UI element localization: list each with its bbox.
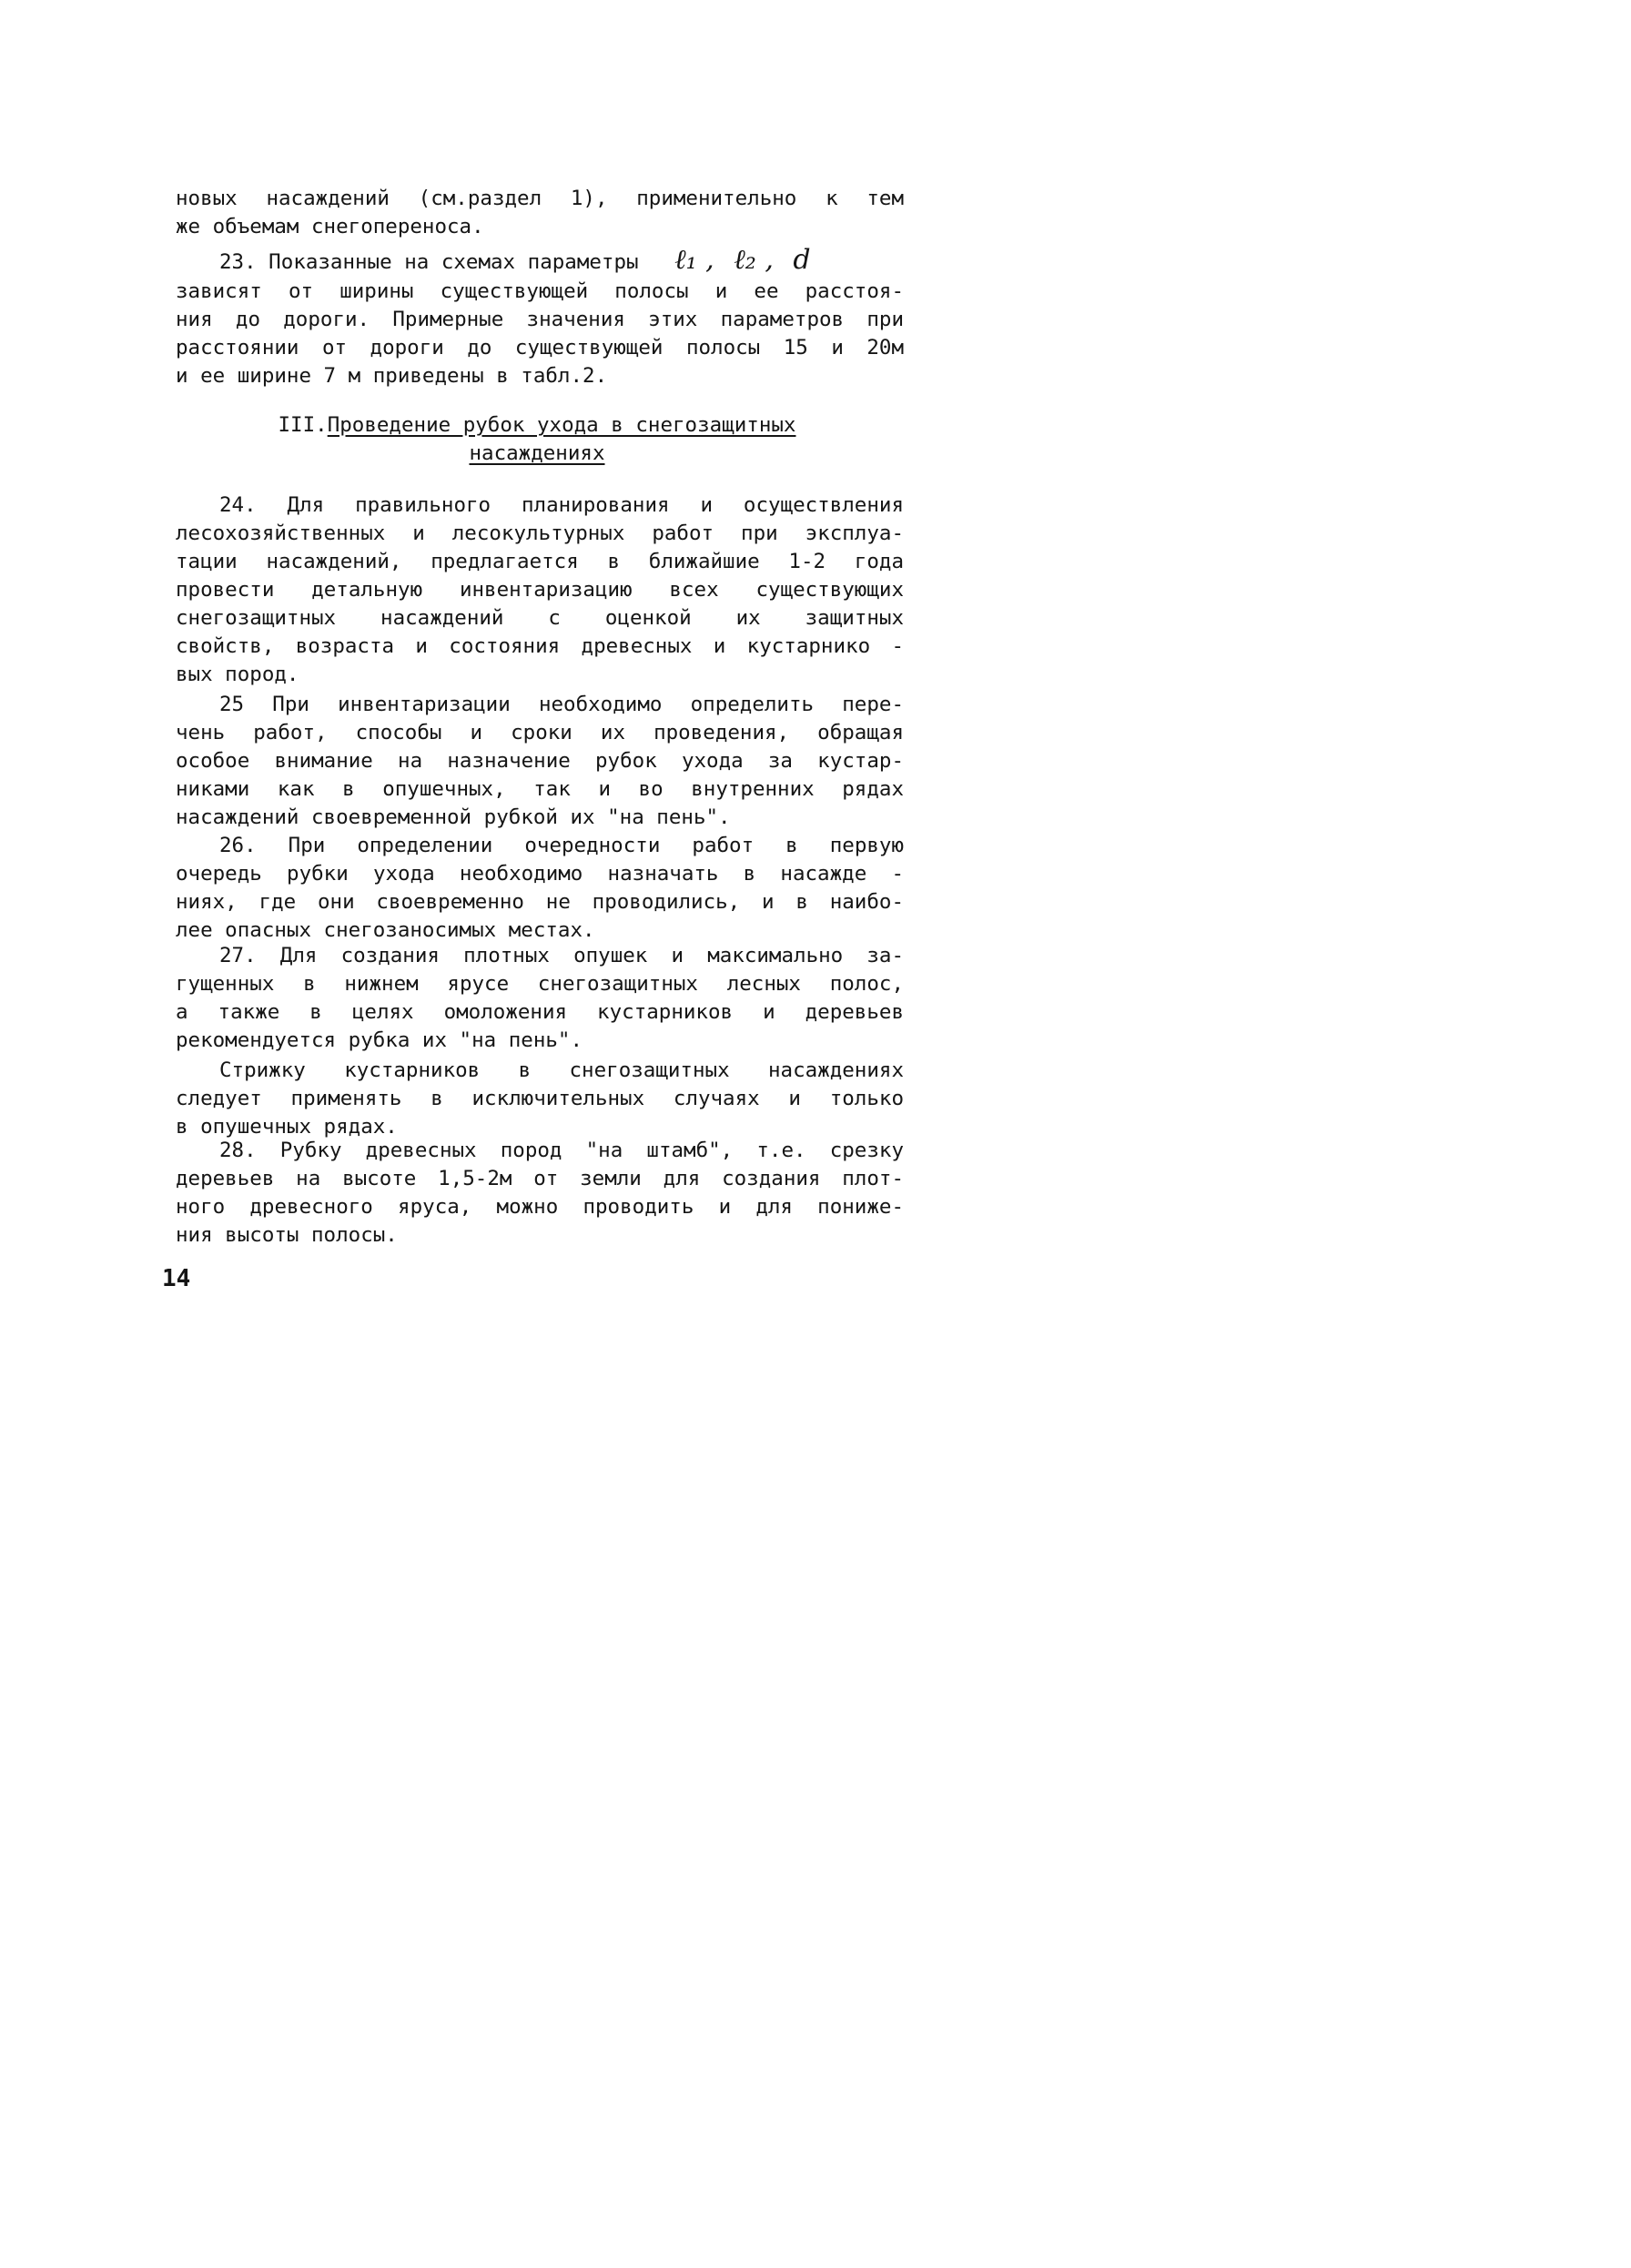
text-line: 28. Рубку древесных пород "на штамб", т.е. срезку bbox=[219, 1139, 904, 1162]
text-line: 27. Для создания плотных опушек и максимально за- bbox=[219, 944, 904, 967]
text-line: гущенных в нижнем ярусе снегозащитных лесных полос, bbox=[176, 972, 904, 996]
text-line: Стрижку кустарников в снегозащитных насаждениях bbox=[219, 1058, 904, 1082]
paragraph-25 bbox=[176, 691, 904, 832]
section-number: III. bbox=[278, 413, 328, 437]
paragraph-23 bbox=[176, 246, 904, 390]
paragraph-23-lead: 23. Показанные на схемах параметры bbox=[219, 250, 639, 274]
paragraph-24 bbox=[176, 491, 904, 689]
text-line: 26. При определении очередности работ в первую bbox=[219, 834, 904, 857]
text-line: новых насаждений (см.раздел 1), применительно к тем bbox=[176, 187, 904, 210]
text-line: ного древесного яруса, можно проводить и для пониже- bbox=[176, 1195, 904, 1219]
page-number: 14 bbox=[162, 1265, 191, 1292]
paragraph-27 bbox=[176, 942, 904, 1055]
text-line: очередь рубки ухода необходимо назначать в насажде - bbox=[176, 862, 904, 886]
paragraph-26 bbox=[176, 832, 904, 945]
text-line: ниях, где они своевременно не проводились, и в наибо- bbox=[176, 890, 904, 914]
section-heading-line-2: насаждениях bbox=[469, 441, 605, 465]
text-line: провести детальную инвентаризацию всех существующих bbox=[176, 578, 904, 602]
text-line: лесохозяйственных и лесокультурных работ при эксплуа- bbox=[176, 521, 904, 545]
text-line: и ее ширине 7 м приведены в табл.2. bbox=[176, 364, 608, 388]
text-line: 25 При инвентаризации необходимо определить пере- bbox=[219, 693, 904, 716]
section-heading-line-1 bbox=[218, 411, 856, 440]
text-line: тации насаждений, предлагается в ближайшие 1-2 года bbox=[176, 550, 904, 573]
text-line: снегозащитных насаждений с оценкой их защитных bbox=[176, 606, 904, 630]
text-line: 24. Для правильного планирования и осуществления bbox=[219, 493, 904, 517]
text-line: расстоянии от дороги до существующей полосы 15 и 20м bbox=[176, 336, 904, 359]
text-line: в опушечных рядах. bbox=[176, 1115, 398, 1139]
text-line: свойств, возраста и состояния древесных и кустарнико - bbox=[176, 634, 904, 658]
text-line bbox=[176, 246, 904, 278]
text-line: лее опасных снегозаносимых местах. bbox=[176, 918, 595, 942]
text-line: чень работ, способы и сроки их проведения, обращая bbox=[176, 721, 904, 744]
text-line: особое внимание на назначение рубок ухода за кустар- bbox=[176, 749, 904, 773]
parameter-symbol-d: d bbox=[793, 244, 811, 276]
text-line: деревьев на высоте 1,5-2м от земли для создания плот- bbox=[176, 1167, 904, 1190]
document-page bbox=[0, 0, 1031, 1456]
text-line: следует применять в исключительных случаях и только bbox=[176, 1087, 904, 1110]
paragraph-28 bbox=[176, 1137, 904, 1250]
text-line: а также в целях омоложения кустарников и деревьев bbox=[176, 1000, 904, 1024]
text-line: же объемам снегопереноса. bbox=[176, 215, 484, 238]
section-title: Проведение рубок ухода в снегозащитных bbox=[327, 413, 796, 437]
text-line: вых пород. bbox=[176, 663, 299, 686]
paragraph-continuation bbox=[176, 185, 904, 241]
text-line: никами как в опушечных, так и во внутренних рядах bbox=[176, 777, 904, 801]
parameter-symbol-l2: ℓ₂ , bbox=[734, 244, 774, 276]
text-line: ния до дороги. Примерные значения этих параметров при bbox=[176, 308, 904, 331]
text-line: насаждений своевременной рубкой их "на пень". bbox=[176, 805, 731, 829]
text-line: зависят от ширины существующей полосы и ее расстоя- bbox=[176, 279, 904, 303]
parameter-symbol-l1: ℓ₁ , bbox=[674, 244, 714, 276]
paragraph-27-continued bbox=[176, 1057, 904, 1141]
section-heading bbox=[218, 411, 856, 468]
text-line: ния высоты полосы. bbox=[176, 1223, 398, 1247]
text-line: рекомендуется рубка их "на пень". bbox=[176, 1028, 583, 1052]
